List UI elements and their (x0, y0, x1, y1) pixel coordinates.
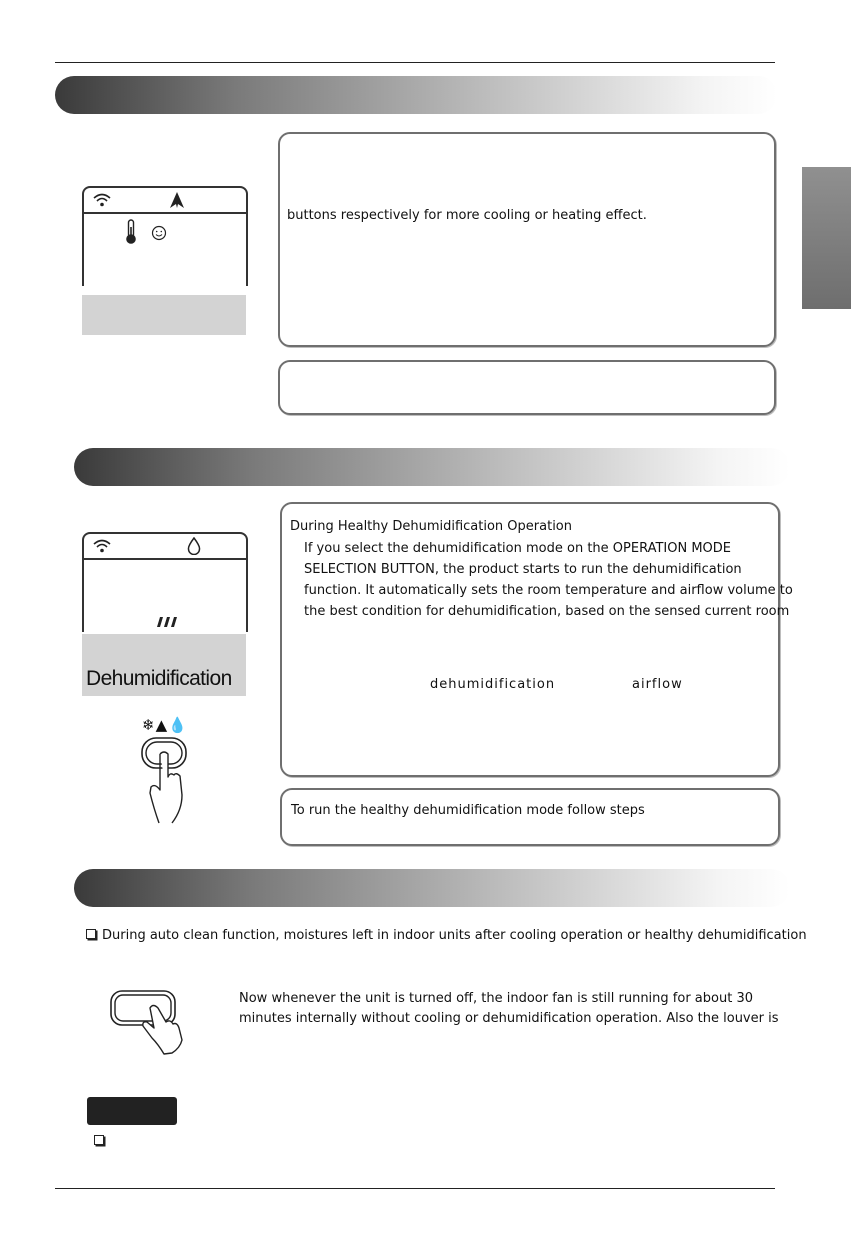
auto-clean-intro: During auto clean function, moistures left in indoor units after cooling operation or healthy dehumidification (86, 928, 807, 944)
section-header-band-2 (74, 448, 790, 486)
drop-icon (187, 537, 201, 555)
auto-clean-button[interactable] (108, 988, 196, 1056)
remote-display-cooling (82, 186, 248, 286)
mode-label: Dehumidification (86, 667, 232, 690)
box-line-4: the best condition for dehumidification, based on the sensed current room (304, 604, 790, 619)
fan-speed-icon (154, 616, 178, 628)
thermometer-icon (124, 219, 138, 245)
box-line-1: If you select the dehumidification mode on the OPERATION MODE (304, 541, 731, 556)
note-checkbox-bullet-icon (94, 1135, 104, 1145)
note-box-cooling (278, 360, 776, 415)
auto-clean-line-2: minutes internally without cooling or dehumidification operation. Also the louver is (239, 1011, 779, 1026)
top-rule (55, 62, 775, 63)
fragment-airflow: airflow (632, 677, 683, 692)
box-text: buttons respectively for more cooling or heating effect. (287, 208, 647, 223)
remote-display-dehumidification (82, 532, 248, 632)
fragment-dehumidification: dehumidification (430, 677, 556, 692)
section-header-band-3 (74, 869, 790, 907)
wifi-icon (92, 538, 112, 554)
mode-label-box-cooling (82, 295, 246, 335)
smiley-icon (151, 225, 167, 241)
side-tab (802, 167, 851, 309)
box-line-2: SELECTION BUTTON, the product starts to run the dehumidification (304, 562, 742, 577)
cooling-mode-icon (169, 191, 185, 209)
steps-box (280, 788, 780, 846)
operation-mode-button[interactable] (138, 735, 192, 825)
info-box-dehumidification (280, 502, 793, 777)
section-header-band-1 (55, 76, 777, 114)
info-box-cooling (278, 132, 776, 347)
bottom-rule (55, 1188, 775, 1189)
wifi-icon (92, 192, 112, 208)
steps-text: To run the healthy dehumidification mode follow steps (291, 803, 645, 818)
note-label (87, 1097, 177, 1125)
mode-label-box-dehumidification (82, 634, 246, 696)
mode-button-icons: ❄▲💧 (142, 716, 188, 734)
box-title: During Healthy Dehumidification Operation (290, 519, 573, 534)
auto-clean-line-1: Now whenever the unit is turned off, the indoor fan is still running for about 30 (239, 991, 753, 1006)
box-line-3: function. It automatically sets the room temperature and airflow volume to (304, 583, 793, 598)
checkbox-bullet-icon (86, 929, 96, 939)
